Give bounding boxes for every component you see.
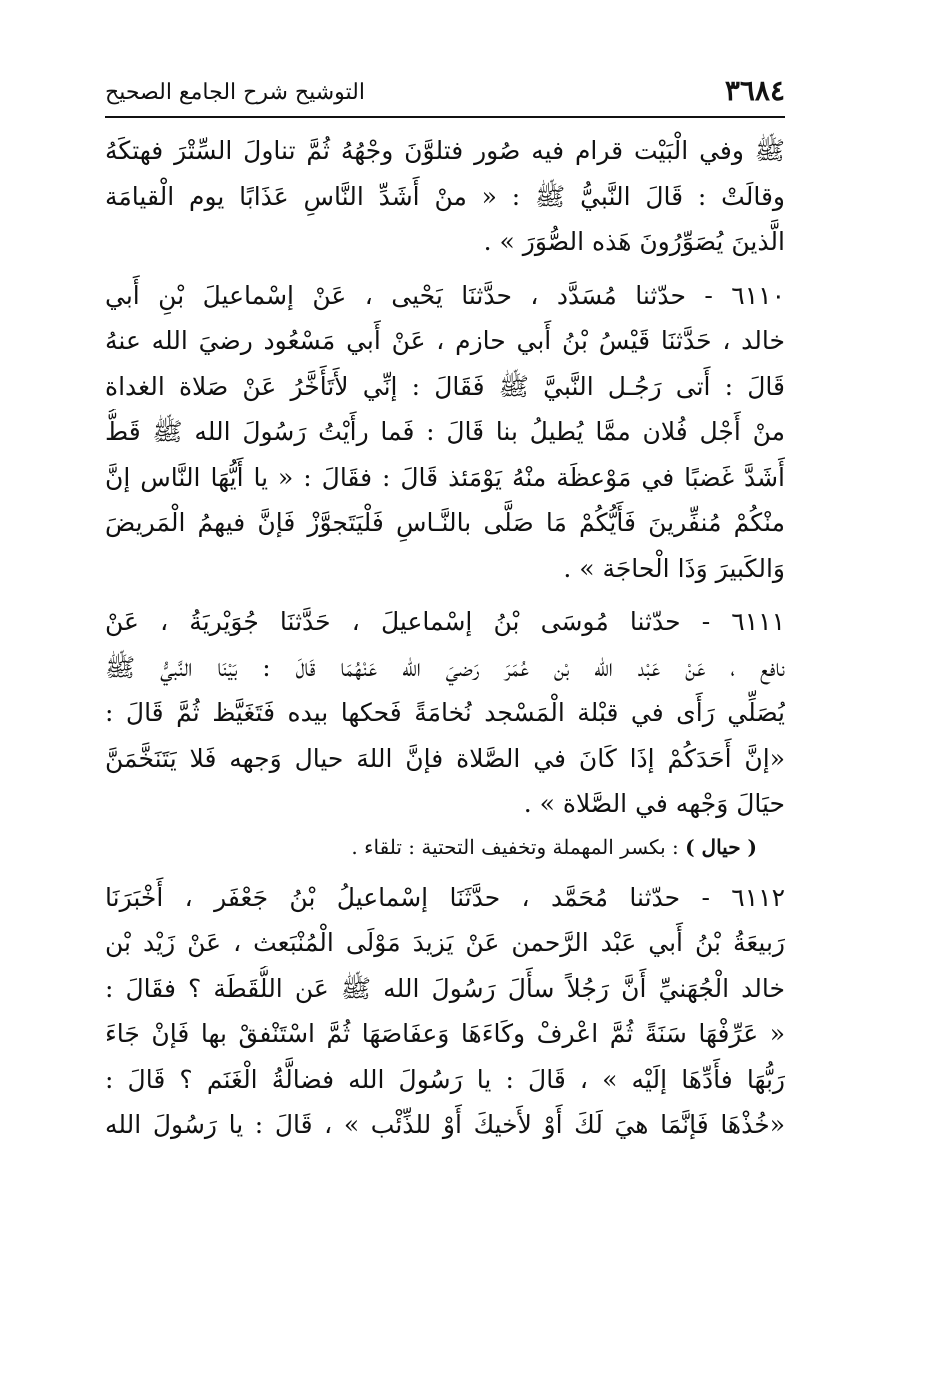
text-line: نافع ، عَنْ عَبْد الله بْن عُمَرَ رَضيَ الله عَنْهُمَا قَالَ : بَيْنَا النَّبيُّ ﷺ bbox=[105, 652, 785, 682]
text-line: وقالَتْ : قَالَ النَّبيُّ ﷺ : « منْ أَشَدِّ النَّاسِ عَذَابًا يوم الْقيامَة bbox=[105, 181, 785, 211]
text-line: خالد ، حَدَّثنَا قَيْسُ بْنُ أَبي حازم ، عَنْ أَبي مَسْعُود رضيَ الله عنهُ bbox=[105, 326, 785, 355]
text-line: «إنَّ أَحَدَكُمْ إذَا كَانَ في الصَّلاة فإنَّ اللهَ حيال وَجهه فَلا يَتَنَخَّمَنَّ bbox=[105, 743, 785, 773]
text-line: خالد الْجُهَنيِّ أَنَّ رَجُلاً سأَلَ رَسُولَ الله ﷺ عَن اللُّقَطَة ؟ فقَالَ : bbox=[105, 973, 785, 1003]
page-header bbox=[105, 72, 785, 118]
text-line: يُصَلِّي رَأَى في قبْلة الْمَسْجد نُخامَةً فَحكها بيده فَتَغَيَّظ ثُمَّ قَالَ : bbox=[105, 698, 785, 727]
text-line: ﷺ وفي الْبَيْت قرام فيه صُور فتلوَّنَ وجْهُهُ ثُمَّ تناولَ السِّتْرَ فهتكَهُ bbox=[105, 136, 785, 165]
text-line: « عَرِّفْهَا سَنَةً ثُمَّ اعْرفْ وكَاءَهَا وَعفَاصَهَا ثُمَّ اسْتَنْفقْ بها فَإنْ جَاءَ bbox=[105, 1019, 785, 1048]
book-page bbox=[105, 72, 785, 1332]
text-line: قَالَ : أَتى رَجُـل النَّبيَّ ﷺ فَقَالَ : إنِّي لأَتَأَخَّرُ عَنْ صَلاة الغداة bbox=[105, 371, 785, 401]
text-line: أَشَدَّ غَضبًا في مَوْعظَة منْهُ يَوْمَئذ قَالَ : فقَالَ : « يا أَيُّهَا النَّاس إنَّ bbox=[105, 462, 785, 492]
hadith-6112-line: ٦١١٢ - حدّثنا مُحَمَّد ، حدَّثَنَا إسْماعيلُ بْنُ جَعْفَر ، أَخْبَرَنَا bbox=[105, 882, 785, 912]
page-number: ٣٦٨٤ bbox=[724, 74, 785, 107]
body-text bbox=[105, 128, 785, 1148]
text-line: رَبيعَةُ بْنُ أَبي عَبْد الرَّحمن عَنْ يَزيدَ مَوْلَى الْمُنْبَعث ، عَنْ زَيْد بْن bbox=[105, 928, 785, 957]
note-text: : بكسر المهملة وتخفيف التحتية : تلقاء . bbox=[351, 834, 679, 859]
note-term: ( حيال ) bbox=[685, 834, 757, 859]
running-title: التوشيح شرح الجامع الصحيح bbox=[105, 80, 365, 105]
text-line: وَالكَبيرَ وَذَا الْحاجَة » . bbox=[563, 553, 785, 583]
hadith-6110-line: ٦١١٠ - حدّثنا مُسَدَّد ، حدَّثنَا يَحْيى ، عَنْ إسْماعيلَ بْنِ أَبي bbox=[105, 280, 785, 310]
text-line: حيَالَ وَجْهه في الصَّلاة » . bbox=[523, 789, 785, 818]
text-line: رَبُّهَا فأَدِّهَا إلَيْه » ، قَالَ : يا رَسُولَ الله فضالَّةُ الْغَنَم ؟ قَالَ : bbox=[105, 1064, 785, 1094]
text-line: منْكُمْ مُنفِّرينَ فَأَيُّكُمْ مَا صَلَّى بالنَّـاسِ فَلْيَتَجوَّزْ فَإنَّ فيهمُ الْمَريضَ bbox=[105, 508, 785, 537]
hadith-6111-line: ٦١١١ - حدّثنا مُوسَى بْنُ إسْماعيلَ ، حَدَّثنَا جُوَيْريَةُ ، عَنْ bbox=[105, 607, 785, 636]
text-line: منْ أَجْل فُلان ممَّا يُطيلُ بنا قَالَ : فَما رأَيْتُ رَسُولَ الله ﷺ قَطُّ bbox=[105, 417, 785, 446]
commentary-note bbox=[105, 827, 785, 867]
text-line: «خُذْهَا فَإنَّمَا هيَ لَكَ أَوْ لأَخيكَ أَوْ للذِّئْب » ، قَالَ : يا رَسُولَ الله bbox=[105, 1110, 785, 1139]
text-line: الَّذينَ يُصَوِّرُونَ هَذه الصُّوَرَ » . bbox=[483, 227, 785, 256]
